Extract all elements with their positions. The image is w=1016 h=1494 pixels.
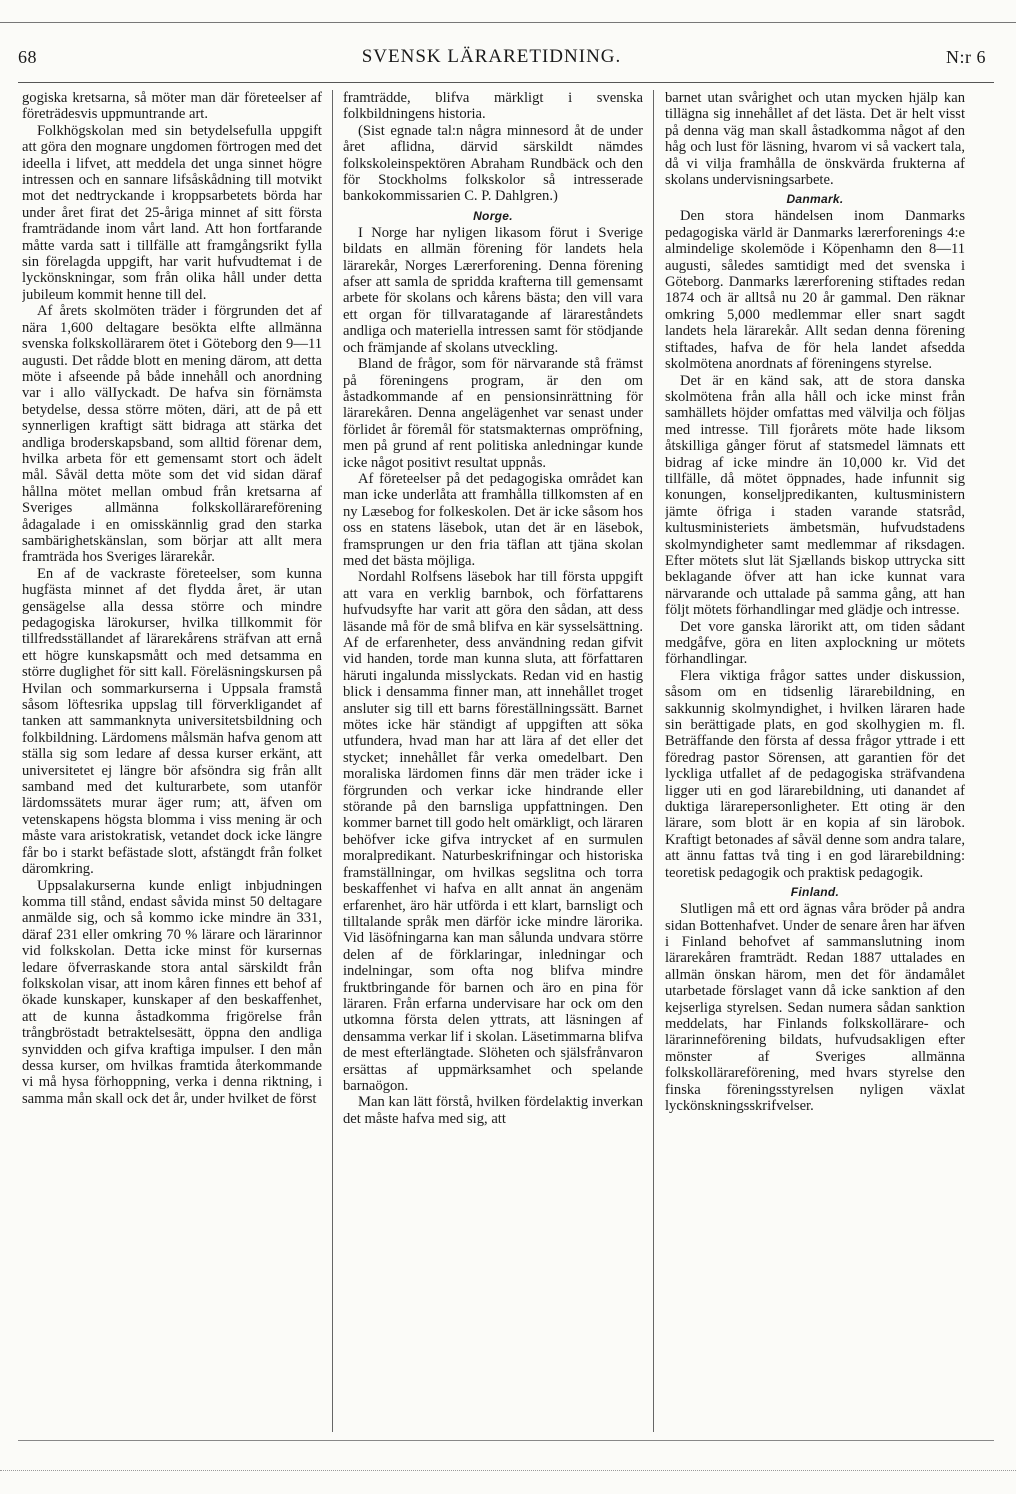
- journal-title: SVENSK LÄRARETIDNING.: [361, 46, 622, 67]
- section-heading-danmark: Danmark.: [786, 192, 844, 207]
- paragraph: I Norge har nyligen likasom förut i Sverige bildats en allmän förening för landets hela lärarekår, Norges Lærerforening. Denna förening afser att samla de spridda krafterna till gemensamt arbete för skolans och kårens bästa; den vill vara ett organ för tillvaratagande af lärareståndets andliga och materiella intressen samt för stödjande och främjande af skolans utveckling.: [343, 224, 643, 356]
- header-rule: [18, 82, 994, 83]
- bottom-edge: [0, 1470, 1016, 1471]
- article-body: [22, 90, 976, 1440]
- page-number: 68: [18, 46, 37, 67]
- column-2: [343, 90, 643, 1435]
- paragraph: Man kan lätt förstå, hvilken fördelaktig inverkan det måste hafva med sig, att: [343, 1094, 643, 1127]
- section-heading-finland: Finland.: [790, 885, 840, 900]
- paragraph: Bland de frågor, som för närvarande stå främst på föreningens program, är den om åstadkommande af en pensionsinrättning för lärarekåren. Denna angelägenhet var senast under förlidet år föremål för statsmakternas ompröfning, men på grund af rent politiska anledningar kunde icke något positivt resultat uppnås.: [343, 356, 643, 471]
- paragraph: En af de vackraste företeelser, som kunna hugfästa minnet af det flydda året, är utan gensägelse alla dessa större och mindre pedagogiska lärokurser, hvilka tillkommit för tillfredsställandet af lärarekårens sträfvan att ernå ett högre kunskapsmått och med detsamma en större duglighet för sitt kall. Föreläsningskursen på Hvilan och sommarkurserna i Uppsala framstå såsom löftesrika uppslag till förverkligandet af tanken att sammanknyta universitetsbildning och folkbildning. Lärdomens målsmän hafva genom att ställa sig som ledare af dessa kurser erkänt, att universitetet ej längre bör afsöndra sig från allt samband med det kulturarbete, som utanför lärdomssätets murar äger rum; att, äfven om vetenskapens högsta blomma i viss mening är och måste vara aristokratisk, vetandet dock icke längre får bo i starkt befästade slott, afstängdt från folket däromkring.: [22, 565, 322, 878]
- paragraph: Flera viktiga frågor sattes under diskussion, såsom om en tidsenlig lärarebildning, en sakkunnig skolmyndighet, i hvilken läraren hade sin berättigade plats, en god skolhygien m. fl. Beträffande den första af dessa frågor yttrade i ett föredrag pastor Sörensen, att garantien för det lyckliga utfallet af de pedagogiska sträfvandena ligger uti en god lärarebildning, uti danandet af duktiga lärarepersonligheter. Ett oting är den lärare, som blott är en kopia af sin lärobok. Kraftigt betonades af såväl denne som andra talare, att ännu fattas två ting i en god lärarebildning: teoretisk pedagogik och praktisk pedagogik.: [665, 667, 965, 881]
- paragraph: Det vore ganska lärorikt att, om tiden sådant medgåfve, göra en liten axplockning ur mötets förhandlingar.: [665, 618, 965, 668]
- paragraph: Af årets skolmöten träder i förgrunden det af nära 1,600 deltagare besökta elfte allmänna svenska folkskollärarem ötet i Göteborg den 9—11 augusti. Det rådde blott en mening därom, att detta möte i afseende på både innehåll och anordning var i allo välIyckadt. De hafva sin förnämsta betydelse, dessa större möten, däri, att de på ett synnerligen kraftigt sätt bidraga att stärka det andliga broderskapsband, som alltid förenar dem, hvilka arbeta för ett gemensamt stort och ädelt mål. Såväl detta möte som det vid sidan däraf hållna mötet mellan ombud från kretsarna af Sveriges allmänna folkskollärareförening ådagalade i en omisskännlig grad den starka sambärighetskänslan, som börjar att allt mera framträda hos Sveriges lärarekår.: [22, 303, 322, 566]
- paragraph: framträdde, blifva märkligt i svenska folkbildningens historia.: [343, 90, 643, 123]
- paragraph: Slutligen må ett ord ägnas våra bröder på andra sidan Bottenhafvet. Under de senare åren har äfven i Finland behofvet af sammanslutning inom lärarekåren framträdt. Redan 1887 uttalades en allmän önskan härom, men det för ändamålet utarbetade förslaget vann då icke sanktion af den kejserliga styrelsen. Sedan numera sådan sanktion meddelats, har Finlands folkskollärare- och lärarinneförening bildats, hufvudsakligen efter mönster af Sveriges allmänna folkskollärareförening, med hvars styrelse den finska föreningsstyrelsen nyligen växlat lyckönskningsskrifvelser.: [665, 901, 965, 1114]
- paragraph: barnet utan svårighet och utan mycken hjälp kan tillägna sig innehållet af det lästa. Det är helt visst på denna väg man skall åstadkomma något af den håg och lust för läsning, hvarom vi så vackert tala, då vi vilja framhålla de önskvärda frukterna af skolans undervisningsarbete.: [665, 90, 965, 189]
- section-heading-norge: Norge.: [473, 208, 513, 223]
- column-3: [665, 90, 965, 1435]
- issue-number: N:r 6: [946, 46, 986, 67]
- paragraph: Den stora händelsen inom Danmarks pedagogiska värld är Danmarks lærerforenings 4:e almindelige skolemöde i Köpenhamn den 8—11 augusti, således samtidigt med det svenska i Göteborg. Danmarks lærerforening stiftades redan 1874 och är alltså nu 20 år gammal. Den räknar omkring 5,000 medlemmar eller snart sagdt landets hela lärarekår. Allt sedan denna förening stiftades, hafva de för hela landet afsedda skolmötena anordnats af föreningens styrelse.: [665, 208, 965, 373]
- paragraph: Af företeelser på det pedagogiska området kan man icke underlåta att framhålla tillkomsten af en ny Læsebog for folkeskolen. Det är icke såsom hos oss en statens läsebok, utan det är en läsebok, framsprungen ur den fria täflan att tjäna skolan med det bästa möjliga.: [343, 470, 643, 569]
- paragraph: gogiska kretsarna, så möter man där företeelser af företrädesvis uppmuntrande art.: [22, 90, 322, 123]
- page-header: [18, 40, 986, 74]
- paragraph: Det är en känd sak, att de stora danska skolmötena från alla håll och icke minst från samhällets höjder omfattas med välvilja och följas med intresse. Till fjorårets möte hade liksom åtskilliga gånger förut af statsmedel lämnats ett bidrag af icke mindre än 10,000 kr. Vid det tillfälle, då mötet öppnades, hade infunnit sig konungen, konseljpredikanten, kultusministern jämte öfriga i staden varande statsråd, kultusministeriets ämbetsmän, hufvudstadens skolmyndigheter samt medlemmar af riksdagen. Efter mötets slut lät Sjællands biskop uttrycka sitt beklagande öfver att han icke kunnat vara närvarande och uttalade på samma gång, att han följt mötets förhandlingar med glädje och intresse.: [665, 372, 965, 619]
- paragraph: Nordahl Rolfsens läsebok har till första uppgift att vara en verklig barnbok, och författarens hufvudsyfte har varit att göra den sådan, att dess läsande må för de små blifva en kär sysselsättning. Af de erfarenheter, dess användning redan gifvit vid handen, torde man kunna sluta, att författaren häruti ingalunda misslyckats. Redan vid en hastig blick i densamma finner man, att innehållet troget ansluter sig till ett barns föreställningssätt. Barnet mötes icke här ständigt af uppgiften att söka utfundera, hvad man har att lära af det eller det stycket; innehållet får verka omedelbart. Den moraliska lärdomen finns där men träder icke i förgrunden och verkar icke hindrande eller störande på den barnsliga uppfattningen. Den kommer barnet till godo helt omärkligt, och läraren behöfver icke gifva intrycket af en surmulen moralpredikant. Naturbeskrifningar och historiska framställningar, om hvilkas segslitna och torra beskaffenhet vi hafva en allt annat än angenäm erfarenhet, äro här utförda i ett klart, barnsligt och tilltalande språk men därför icke mindre lärorika. Vid läsöfningarna kan man sålunda undvara större delen af de förklaringar, inledningar och indelningar, som ofta nog blifva mindre fruktbringande för barnen och äro en pina för läraren. Från erfarna undervisare har ock om den utkomna första delen yttrats, att läsningen af densamma verkar lif i skolan. Läsetimmarna blifva de mest efterlängtade. Slöheten och själsfrånvaron ersättas af uppmärksamhet och spelande barnaögon.: [343, 569, 643, 1094]
- column-1: [22, 90, 322, 1435]
- footer-rule: [18, 1440, 994, 1441]
- paragraph: (Sist egnade tal:n några minnesord åt de under året aflidna, därvid särskildt nämdes folkskoleinspektören Abraham Rundbäck och den för Stockholms folkskolor så intresserade bankokommissarien C. P. Dahlgren.): [343, 122, 643, 205]
- paragraph: Uppsalakurserna kunde enligt inbjudningen komma till stånd, endast såvida minst 50 deltagare anmälde sig, och så kommo icke mindre än 331, däraf 231 eller omkring 70 % lärare och lärarinnor vid folkskolan. Detta icke minst för kursernas ledare öfverraskande stora antal särskildt från folkskolan visar, att inom kåren finnes ett behof af ökade kunskaper, kunskaper af den beskaffenhet, att de kunna åstadkomma frigörelse från trångbröstadt betraktelsesätt, öppna den andliga synvidden och gifva kraftiga impulser. I den mån dessa kurser, om hvilkas framtida återkommande vi må hysa förhoppning, verka i denna riktning, i samma mån skall ock det år, under hvilket de först: [22, 877, 322, 1107]
- paragraph: Folkhögskolan med sin betydelsefulla uppgift att göra den mognare ungdomen förtrogen med det ideella i lifvet, att meddela det unga sinnet högre intressen och en sannare lifsåskådning till motvikt mot det nedtryckande i kroppsarbetets börda har under året firat det 25-åriga minnet af sitt första framträdande inom vårt land. Att hon fortfarande måtte varda satt i tillfälle att framgångsrikt fylla sin förelagda uppgift, har varit hufvudtemat i de lyckönskningar, som från olika håll under detta jubileum kommit henne till del.: [22, 122, 322, 303]
- top-border: [0, 22, 1016, 23]
